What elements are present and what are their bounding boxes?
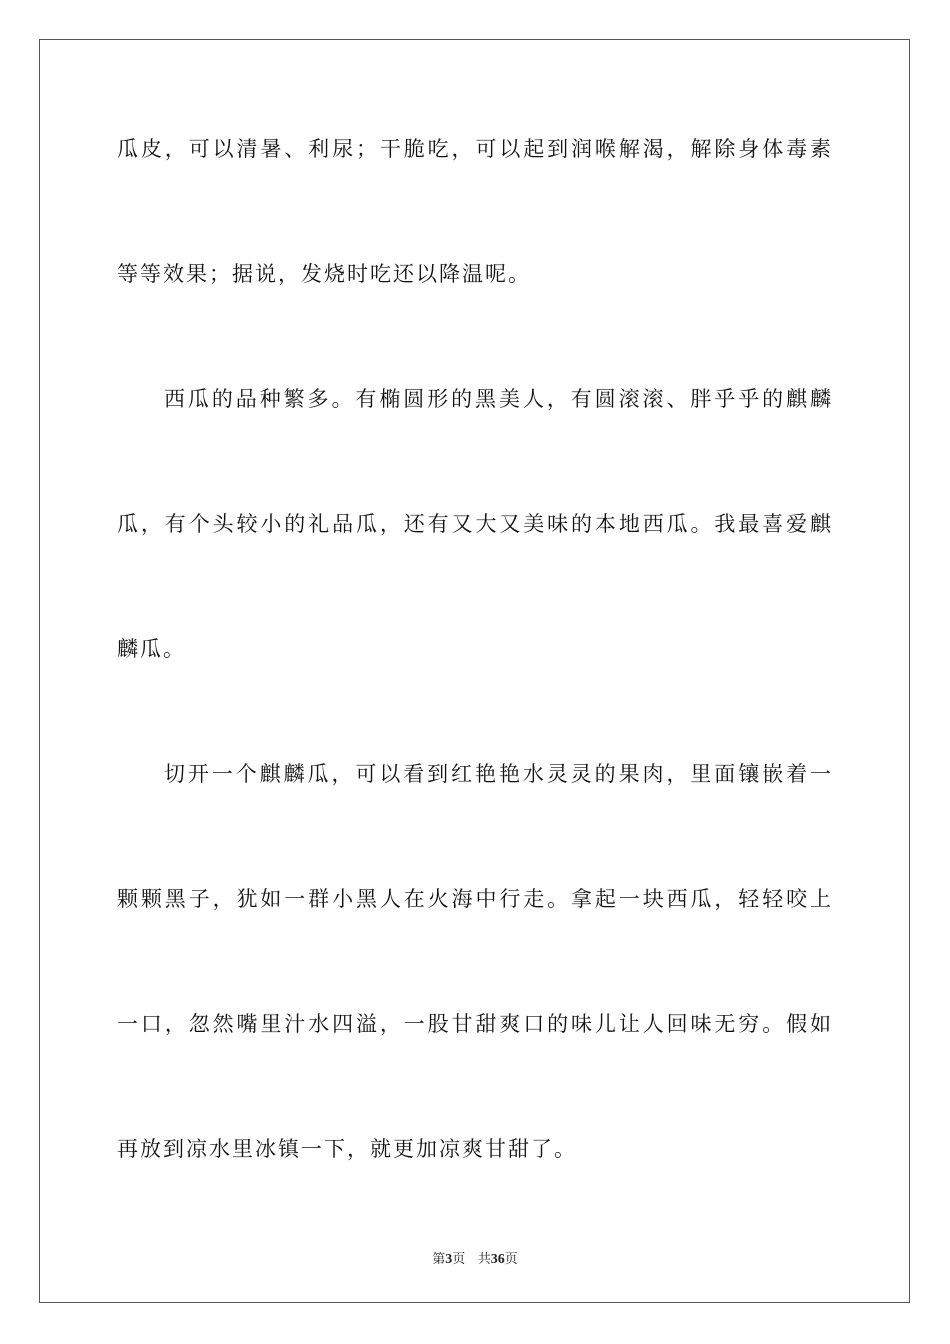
page-footer xyxy=(0,1248,950,1268)
text-line-5: 麟瓜。 xyxy=(117,637,186,661)
footer-total-prefix: 共 xyxy=(477,1252,491,1267)
text-line-8: 一口，忽然嘴里汁水四溢，一股甘甜爽口的味儿让人回味无穷。假如 xyxy=(117,1012,833,1036)
text-line-9: 再放到凉水里冰镇一下，就更加凉爽甘甜了。 xyxy=(117,1137,577,1161)
footer-page-suffix: 页 xyxy=(452,1252,466,1267)
text-line-2: 等等效果；据说，发烧时吃还以降温呢。 xyxy=(117,262,531,286)
text-line-4: 瓜，有个头较小的礼品瓜，还有又大又美味的本地西瓜。我最喜爱麒 xyxy=(117,512,833,536)
total-page-count: 36 xyxy=(490,1252,505,1267)
text-line-6: 切开一个麒麟瓜，可以看到红艳艳水灵灵的果肉，里面镶嵌着一 xyxy=(164,762,833,786)
footer-total-suffix: 页 xyxy=(504,1252,518,1267)
footer-prefix: 第 xyxy=(432,1252,446,1267)
text-line-3: 西瓜的品种繁多。有椭圆形的黑美人，有圆滚滚、胖乎乎的麒麟 xyxy=(164,387,833,411)
text-line-1: 瓜皮，可以清暑、利尿；干脆吃，可以起到润喉解渴，解除身体毒素 xyxy=(117,137,833,161)
current-page-number: 3 xyxy=(445,1252,453,1267)
page-border xyxy=(39,39,910,1303)
text-line-7: 颗颗黑子，犹如一群小黑人在火海中行走。拿起一块西瓜，轻轻咬上 xyxy=(117,887,833,911)
